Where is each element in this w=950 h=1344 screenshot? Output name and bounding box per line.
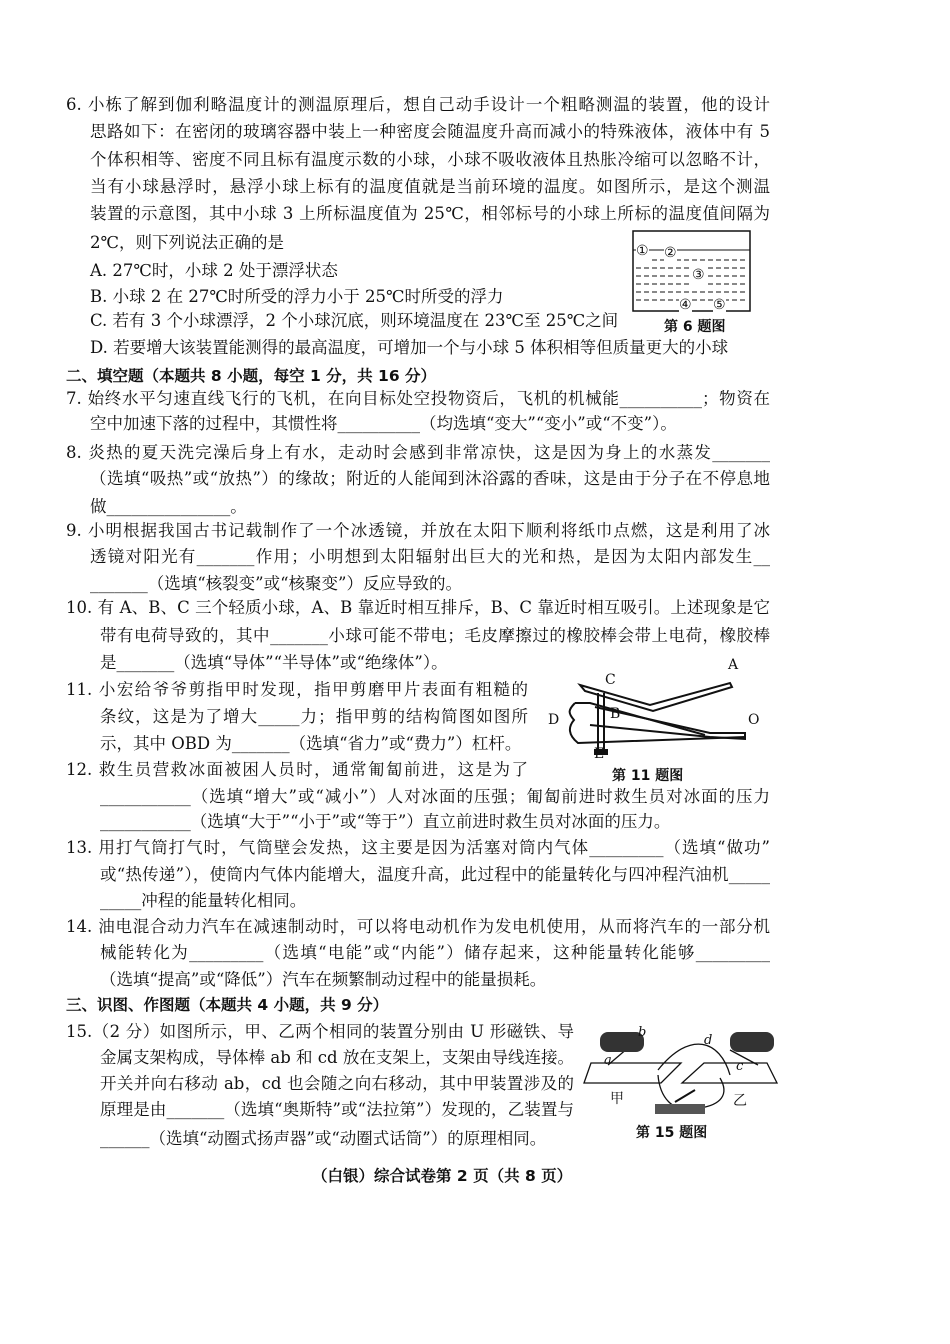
figure-15-caption: 第 15 题图 [636, 1125, 708, 1141]
q14-line: （选填“提高”或“降低”）汽车在频繁制动过程中的能量损耗。 [100, 970, 547, 989]
q12-line: ___________（选填“大于”“小于”或“等于”）直立前进时救生员对冰面的压力。 [100, 812, 671, 831]
section-3-heading: 三、识图、作图题（本题共 4 小题，共 9 分） [66, 996, 389, 1014]
q9-line: _______（选填“核裂变”或“核聚变”）反应导致的。 [90, 574, 462, 593]
q11-line: 示，其中 OBD 为_______（选填“省力”或“费力”）杠杆。 [100, 734, 522, 753]
q7-line: 7. 始终水平匀速直线飞行的飞机，在向目标处空投物资后，飞机的机械能__________；物资在 [66, 389, 770, 408]
q13-line: _____冲程的能量转化相同。 [100, 891, 307, 910]
q10-line: 带有电荷导致的，其中_______小球可能不带电；毛皮摩擦过的橡胶棒会带上电荷，橡胶棒 [100, 626, 770, 645]
ball-3: ③ [692, 264, 705, 286]
q12-line: 12. 救生员营救冰面被困人员时，通常匍匐前进，这是为了 [66, 760, 528, 779]
q8-line: 做_______________。 [90, 497, 247, 516]
q14-line: 14. 油电混合动力汽车在减速制动时，可以将电动机作为发电机使用，从而将汽车的一部分机 [66, 917, 770, 936]
label-e: E [594, 746, 605, 762]
q6-line: 2℃，则下列说法正确的是 [90, 233, 284, 252]
label-a: A [728, 657, 739, 673]
label-b: b [638, 1025, 647, 1040]
label-b: B [610, 706, 621, 722]
q11-line: 11. 小宏给爷爷剪指甲时发现，指甲剪磨甲片表面有粗糙的 [66, 680, 528, 699]
ball-4: ④ [679, 294, 692, 316]
section-2-heading: 二、填空题（本题共 8 小题，每空 1 分，共 16 分） [66, 367, 437, 385]
q6-option-d: D. 若要增大该装置能测得的最高温度，可增加一个与小球 5 体积相等但质量更大的小球 [90, 338, 729, 357]
label-yi: 乙 [733, 1093, 747, 1109]
q15-line: 15.（2 分）如图所示，甲、乙两个相同的装置分别由 U 形磁铁、导 [66, 1022, 574, 1041]
q15-line: 开关并向右移动 ab，cd 也会随之向右移动，其中甲装置涉及的 [100, 1074, 574, 1093]
q6-line: 装置的示意图，其中小球 3 上所标温度值为 25℃，相邻标号的小球上所标的温度值间隔为 [90, 204, 770, 223]
q6-line: 6. 小栋了解到伽利略温度计的测温原理后，想自己动手设计一个粗略测温的装置，他的设计 [66, 95, 770, 114]
label-o: O [748, 712, 760, 728]
q8-line: 8. 炎热的夏天洗完澡后身上有水，走动时会感到非常凉快，这是因为身上的水蒸发_______ [66, 443, 770, 462]
label-c: C [605, 672, 616, 688]
label-d: D [548, 712, 560, 728]
ball-5: ⑤ [713, 294, 726, 316]
label-c: c [736, 1059, 744, 1074]
q13-line: 或“热传递”），使筒内气体内能增大，温度升高，此过程中的能量转化与四冲程汽油机_____ [100, 865, 770, 884]
figure-11-nail-clipper [560, 655, 780, 765]
q6-option-b: B. 小球 2 在 27℃时所受的浮力小于 25℃时所受的浮力 [90, 287, 504, 306]
label-a: a [604, 1053, 612, 1068]
ball-1: ① [636, 240, 649, 262]
q10-line: 10. 有 A、B、C 三个轻质小球，A、B 靠近时相互排斥，B、C 靠近时相互吸引。上述现象是它 [66, 598, 770, 617]
q7-line: 空中加速下落的过程中，其惯性将__________（均选填“变大”“变小”或“不变”）。 [90, 414, 677, 433]
q9-line: 9. 小明根据我国古书记载制作了一个冰透镜，并放在太阳下顺利将纸巾点燃，这是利用了冰 [66, 521, 770, 540]
ball-2: ② [664, 242, 677, 264]
figure-6-caption: 第 6 题图 [664, 319, 726, 335]
q15-line: 金属支架构成，导体棒 ab 和 cd 放在支架上，支架由导线连接。 [100, 1048, 574, 1067]
q11-line: 条纹，这是为了增大_____力；指甲剪的结构简图如图所 [100, 707, 528, 726]
q14-line: 械能转化为_________（选填“电能”或“内能”）储存起来，这种能量转化能够_________ [100, 943, 770, 962]
q6-option-c: C. 若有 3 个小球漂浮，2 个小球沉底，则环境温度在 23℃至 25℃之间 [90, 311, 619, 330]
label-d: d [704, 1033, 713, 1048]
q13-line: 13. 用打气筒打气时，气筒壁会发热，这主要是因为活塞对筒内气体_________（选填“做功” [66, 838, 770, 857]
q6-line: 个体积相等、密度不同且标有温度示数的小球，小球不吸收液体且热胀冷缩可以忽略不计， [90, 150, 770, 169]
page-footer: （白银）综合试卷第 2 页（共 8 页） [312, 1167, 573, 1185]
label-jia: 甲 [610, 1091, 624, 1107]
q6-line: 思路如下：在密闭的玻璃容器中装上一种密度会随温度升高而减小的特殊液体，液体中有 5 [90, 122, 770, 141]
q15-line: 原理是由_______（选填“奥斯特”或“法拉第”）发现的，乙装置与 [100, 1100, 574, 1119]
q15-line: ______（选填“动圈式扬声器”或“动圈式话筒”）的原理相同。 [100, 1129, 547, 1148]
q8-line: （选填“吸热”或“放热”）的缘故；附近的人能闻到沐浴露的香味，这是由于分子在不停息地 [90, 469, 770, 488]
q12-line: ___________（选填“增大”或“减小”）人对冰面的压强；匍匐前进时救生员对冰面的压力 [100, 787, 770, 806]
q6-option-a: A. 27℃时，小球 2 处于漂浮状态 [90, 261, 338, 280]
figure-11-caption: 第 11 题图 [612, 768, 684, 784]
q10-line: 是_______（选填“导体”“半导体”或“绝缘体”）。 [100, 653, 448, 672]
q6-line: 当有小球悬浮时，悬浮小球上标有的温度值就是当前环境的温度。如图所示，是这个测温 [90, 177, 770, 196]
q9-line: 透镜对阳光有_______作用；小明想到太阳辐射出巨大的光和热，是因为太阳内部发生__ [90, 547, 770, 566]
